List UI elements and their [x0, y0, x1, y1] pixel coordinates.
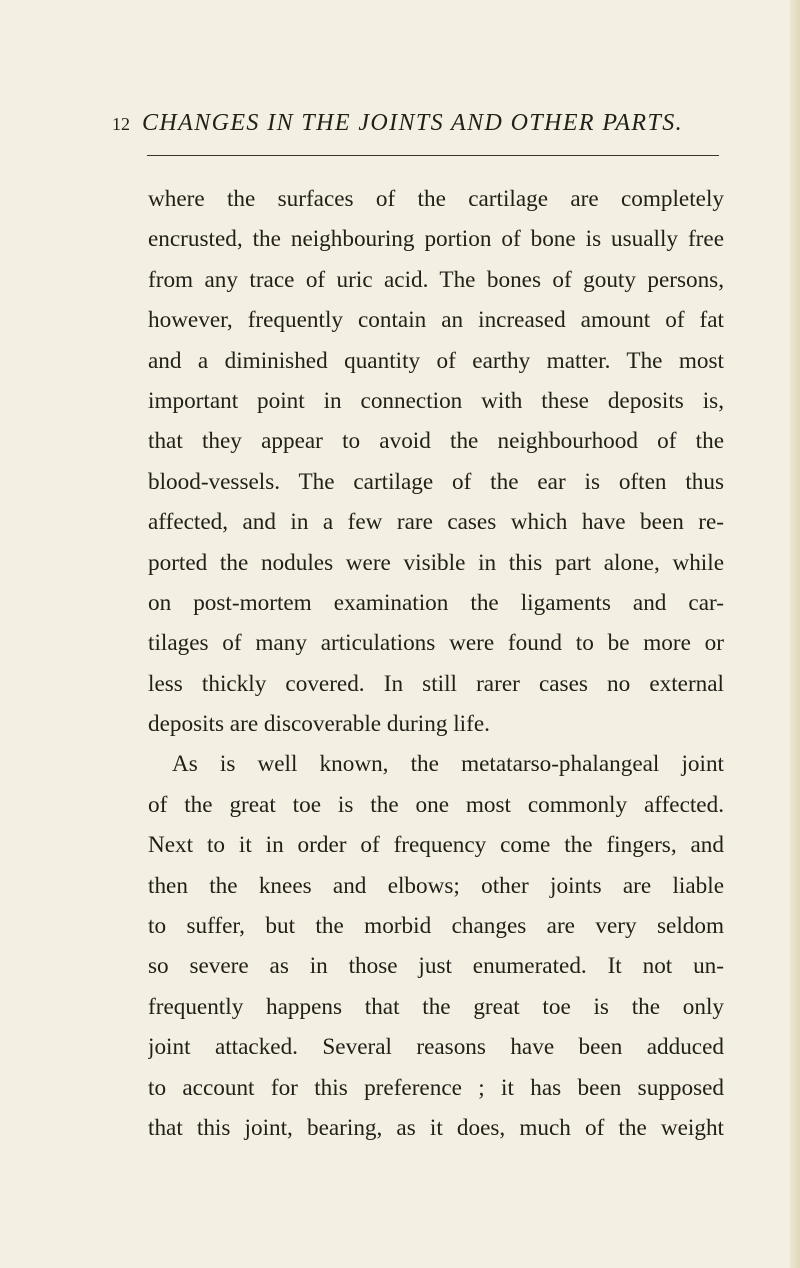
text-line: from any trace of uric acid. The bones of gouty persons, — [148, 266, 724, 293]
text-line: that this joint, bearing, as it does, much of the weight — [148, 1114, 724, 1141]
text-line: encrusted, the neighbouring portion of bone is usually free — [148, 226, 724, 253]
text-line: deposits are discoverable during life. — [148, 711, 490, 738]
text-line: joint attacked. Several reasons have been adduced — [148, 1034, 724, 1061]
text-line: blood-vessels. The cartilage of the ear is often thus — [148, 468, 724, 495]
text-line: important point in connection with these deposits is, — [148, 387, 724, 414]
text-line: and a diminished quantity of earthy matter. The most — [148, 347, 724, 374]
running-title: CHANGES IN THE JOINTS AND OTHER PARTS. — [142, 110, 684, 136]
text-line: so severe as in those just enumerated. It not un- — [148, 953, 724, 980]
page-number: 12 — [112, 114, 130, 134]
running-header — [112, 110, 732, 142]
text-line: less thickly covered. In still rarer cases no external — [148, 670, 724, 697]
page-edge-shadow — [790, 0, 800, 1268]
text-line: affected, and in a few rare cases which have been re- — [148, 509, 724, 536]
text-line: As is well known, the metatarso-phalangeal joint — [172, 751, 724, 778]
text-line: then the knees and elbows; other joints are liable — [148, 872, 724, 899]
header-rule — [147, 155, 719, 156]
text-line: Next to it in order of frequency come the fingers, and — [148, 832, 724, 859]
text-line: to suffer, but the morbid changes are very seldom — [148, 913, 724, 940]
text-line: that they appear to avoid the neighbourhood of the — [148, 428, 724, 455]
text-line: to account for this preference ; it has been supposed — [148, 1074, 724, 1101]
paragraph-2 — [148, 744, 724, 1148]
text-line: frequently happens that the great toe is the only — [148, 993, 724, 1020]
text-line: where the surfaces of the cartilage are completely — [148, 186, 724, 212]
body-text — [148, 179, 724, 1148]
text-line: however, frequently contain an increased amount of fat — [148, 307, 724, 334]
text-line: of the great toe is the one most commonly affected. — [148, 791, 724, 818]
text-line: tilages of many articulations were found to be more or — [148, 630, 724, 657]
text-line: on post-mortem examination the ligaments and car- — [148, 589, 724, 616]
paragraph-1 — [148, 179, 724, 744]
text-line: ported the nodules were visible in this part alone, while — [148, 549, 724, 576]
